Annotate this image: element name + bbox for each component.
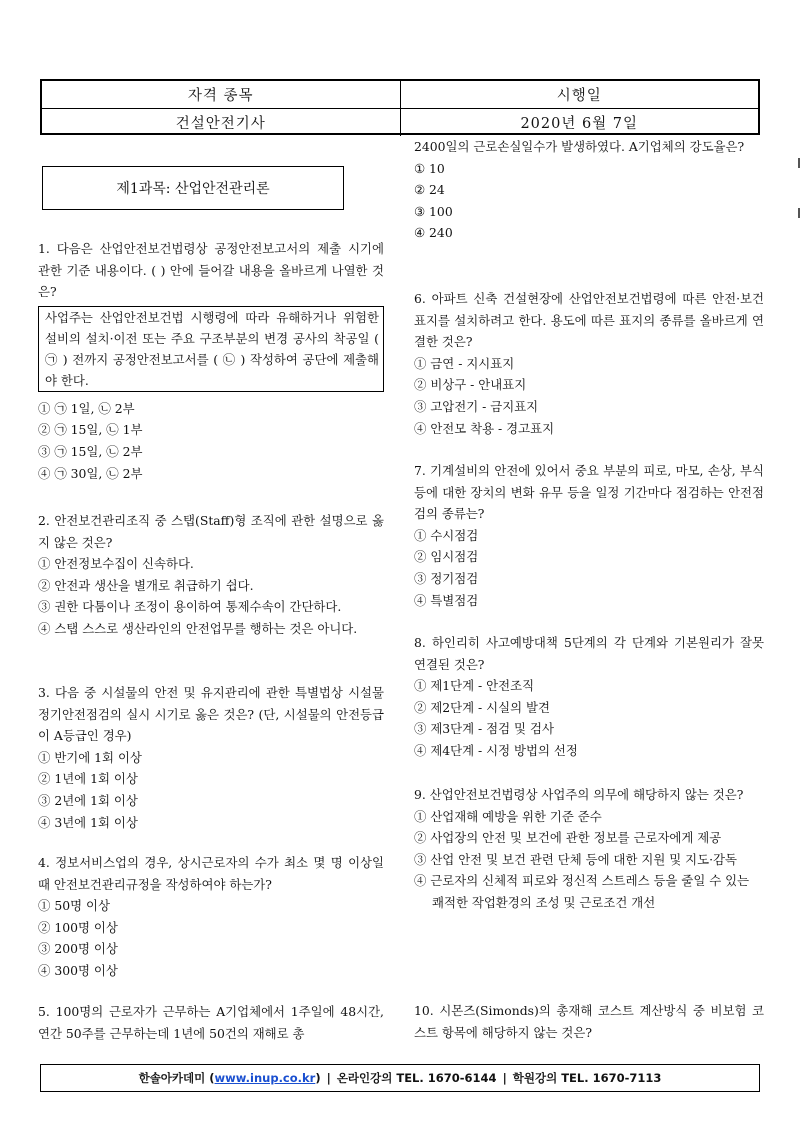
question-9-option-2: ② 사업장의 안전 및 보건에 관한 정보를 근로자에게 제공 — [414, 830, 722, 846]
question-9 — [414, 784, 764, 914]
footer-offline-phone: 학원강의 TEL. 1670-7113 — [512, 1071, 662, 1085]
question-2-option-2: ② 안전과 생산을 별개로 취급하기 쉽다. — [38, 577, 254, 593]
footer-website-link[interactable]: www.inup.co.kr — [214, 1071, 316, 1085]
question-6-option-2: ② 비상구 - 안내표지 — [414, 377, 527, 393]
footer-paren-close: ) — [315, 1071, 321, 1085]
question-2-option-3: ③ 권한 다툼이나 조정이 용이하여 통제수속이 간단하다. — [38, 599, 342, 615]
question-4-option-3: ③ 200명 이상 — [38, 941, 118, 957]
question-3-option-2: ② 1년에 1회 이상 — [38, 771, 138, 787]
question-9-option-3: ③ 산업 안전 및 보건 관련 단체 등에 대한 지원 및 지도·감독 — [414, 851, 737, 867]
question-7-option-1: ① 수시점검 — [414, 527, 479, 543]
question-6-option-3: ③ 고압전기 - 금지표지 — [414, 398, 539, 414]
question-4-option-4: ④ 300명 이상 — [38, 962, 118, 978]
header-date-value: 2020년 6월 7일 — [520, 116, 639, 132]
question-3-text: 3. 다음 중 시설물의 안전 및 유지관리에 관한 특별법상 시설물 정기안전점검의 실시 시기로 옳은 것은? (단, 시설물의 안전등급이 A등급인 경우) — [38, 685, 384, 744]
header-date-label: 시행일 — [556, 88, 602, 104]
question-1-option-2: ② ㉠ 15일, ㉡ 1부 — [38, 422, 143, 438]
question-9-option-1: ① 산업재해 예방을 위한 기준 준수 — [414, 808, 602, 824]
footer-online-phone: 온라인강의 TEL. 1670-6144 — [336, 1071, 497, 1085]
question-5-text: 5. 100명의 근로자가 근무하는 A기업체에서 1주일에 48시간, 연간 50주를 근무하는데 1년에 50건의 재해로 총 — [38, 1004, 384, 1041]
footer-bar — [40, 1064, 760, 1092]
question-3 — [38, 682, 384, 833]
header-subject-label: 자격 종목 — [42, 81, 401, 108]
question-7-option-4: ④ 특별점검 — [414, 592, 479, 608]
question-5-option-3: ③ 100 — [414, 203, 453, 219]
subject-title-box: 제1과목: 산업안전관리론 — [42, 166, 344, 210]
question-4-option-2: ② 100명 이상 — [38, 919, 118, 935]
question-1 — [38, 238, 384, 484]
question-6 — [414, 288, 764, 439]
question-5-continuation-text: 2400일의 근로손실일수가 발생하였다. A기업체의 강도율은? — [414, 139, 745, 154]
footer-academy-text: 한솔아카데미 ( — [138, 1071, 215, 1085]
question-5-option-2: ② 24 — [414, 182, 445, 198]
question-4 — [38, 852, 384, 982]
header-subject-value: 건설안전기사 — [42, 109, 401, 136]
question-2-option-4: ④ 스탭 스스로 생산라인의 안전업무를 행하는 것은 아니다. — [38, 620, 358, 636]
exam-header-table — [40, 79, 760, 135]
footer-separator: | — [326, 1071, 331, 1085]
question-3-option-4: ④ 3년에 1회 이상 — [38, 814, 138, 830]
question-3-option-3: ③ 2년에 1회 이상 — [38, 792, 138, 808]
header-label-row — [42, 81, 758, 109]
question-7-option-3: ③ 정기점검 — [414, 570, 479, 586]
question-9-text: 9. 산업안전보건법령상 사업주의 의무에 해당하지 않는 것은? — [414, 787, 744, 802]
question-8-text: 8. 하인리히 사고예방대책 5단계의 각 단계와 기본원리가 잘못 연결된 것은? — [414, 635, 764, 672]
footer-separator: | — [502, 1071, 507, 1085]
question-1-option-4: ④ ㉠ 30일, ㉡ 2부 — [38, 465, 143, 481]
question-1-condition-box: 사업주는 산업안전보건법 시행령에 따라 유해하거나 위험한 설비의 설치·이전 또는 주요 구조부분의 변경 공사의 착공일 ( ㉠ ) 전까지 공정안전보고서를 ( ㉡ ) 작성하여 공단에 제출해야 한다. — [38, 306, 384, 392]
question-7 — [414, 460, 764, 611]
question-8-option-4: ④ 제4단계 - 시정 방법의 선정 — [414, 742, 578, 758]
question-4-text: 4. 정보서비스업의 경우, 상시근로자의 수가 최소 몇 명 이상일 때 안전보건관리규정을 작성하여야 하는가? — [38, 855, 384, 892]
footer-academy-name — [139, 1070, 321, 1086]
question-7-text: 7. 기계설비의 안전에 있어서 중요 부분의 피로, 마모, 손상, 부식 등에 대한 장치의 변화 유무 등을 일정 기간마다 점검하는 안전점검의 종류는? — [414, 463, 764, 522]
question-5 — [38, 1001, 384, 1044]
question-8-option-2: ② 제2단계 - 시실의 발견 — [414, 699, 550, 715]
question-5-option-1: ① 10 — [414, 160, 445, 176]
question-8-option-3: ③ 제3단계 - 점검 및 검사 — [414, 721, 554, 737]
question-2 — [38, 510, 384, 640]
question-10-text: 10. 시몬즈(Simonds)의 총재해 코스트 계산방식 중 비보험 코스트 항목에 해당하지 않는 것은? — [414, 1003, 764, 1040]
question-3-option-1: ① 반기에 1회 이상 — [38, 749, 142, 765]
question-1-option-3: ③ ㉠ 15일, ㉡ 2부 — [38, 443, 143, 459]
question-4-option-1: ① 50명 이상 — [38, 898, 110, 914]
question-8-option-1: ① 제1단계 - 안전조직 — [414, 678, 535, 694]
question-8 — [414, 632, 764, 762]
question-6-text: 6. 아파트 신축 건설현장에 산업안전보건법령에 따른 안전·보건표지를 설치하려고 한다. 용도에 따른 표지의 종류를 올바르게 연결한 것은? — [414, 291, 764, 350]
question-10 — [414, 1000, 764, 1043]
question-5-option-4: ④ 240 — [414, 225, 453, 241]
header-value-row — [42, 109, 758, 136]
question-1-text: 1. 다음은 산업안전보건법령상 공정안전보고서의 제출 시기에 관한 기준 내용이다. ( ) 안에 들어갈 내용을 올바르게 나열한 것은? — [38, 241, 384, 300]
question-6-option-4: ④ 안전모 착용 - 경고표지 — [414, 420, 555, 436]
question-2-text: 2. 안전보건관리조직 중 스탭(Staff)형 조직에 관한 설명으로 옳지 않은 것은? — [38, 513, 384, 550]
question-2-option-1: ① 안전정보수집이 신속하다. — [38, 556, 194, 572]
question-7-option-2: ② 임시점검 — [414, 549, 479, 565]
question-9-option-4: ④ 근로자의 신체적 피로와 정신적 스트레스 등을 줄일 수 있는 쾌적한 작업환경의 조성 및 근로조건 개선 — [414, 873, 750, 910]
question-6-option-1: ① 금연 - 지시표지 — [414, 355, 515, 371]
question-5-continued — [414, 136, 764, 244]
question-1-option-1: ① ㉠ 1일, ㉡ 2부 — [38, 400, 135, 416]
